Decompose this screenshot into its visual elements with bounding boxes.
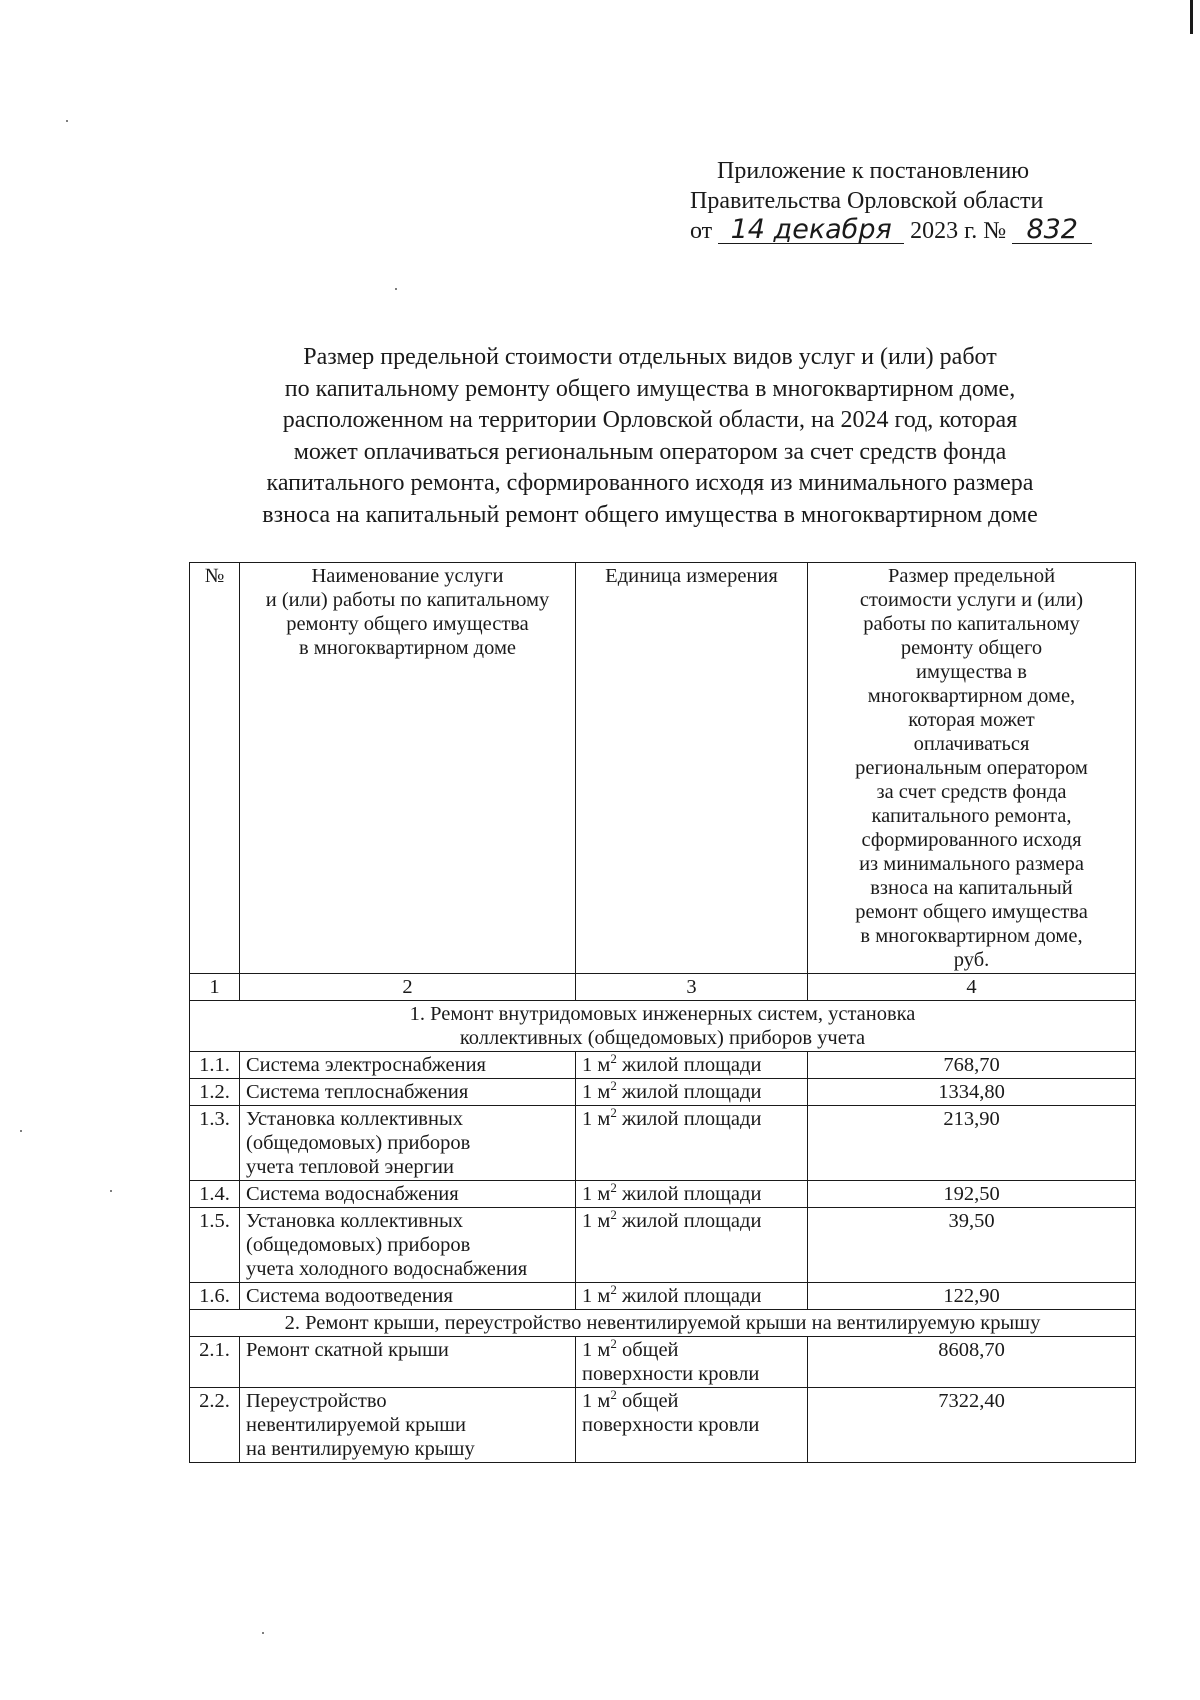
unit-of-measure <box>576 1106 808 1181</box>
unit-rest: жилой площади <box>616 1285 762 1307</box>
service-name: Ремонт скатной крыши <box>240 1337 576 1388</box>
service-name: Система теплоснабжения <box>240 1079 576 1106</box>
unit-superscript: 2 <box>610 1336 617 1352</box>
unit-superscript: 2 <box>610 1207 617 1223</box>
table-row <box>190 1079 1136 1106</box>
header-name: Наименование услуги и (или) работы по капитальному ремонту общего имущества в многоквартирном доме <box>240 563 576 974</box>
appendix-line-2: Правительства Орловской области <box>690 188 1044 214</box>
unit-prefix: 1 м <box>582 1339 611 1361</box>
column-index: 4 <box>808 974 1136 1001</box>
row-number: 2.2. <box>190 1388 240 1463</box>
title-line: взноса на капитальный ремонт общего имущества в многоквартирном доме <box>262 501 1038 528</box>
unit-of-measure <box>576 1337 808 1388</box>
price-value: 213,90 <box>808 1106 1136 1181</box>
unit-rest: жилой площади <box>616 1081 762 1103</box>
scan-speck <box>66 120 68 122</box>
unit-of-measure <box>576 1208 808 1283</box>
unit-rest: жилой площади <box>616 1054 762 1076</box>
header-num: № <box>190 563 240 974</box>
unit-superscript: 2 <box>610 1180 617 1196</box>
scan-speck <box>20 1130 22 1132</box>
title-line: капитального ремонта, сформированного исходя из минимального размера <box>266 470 1034 496</box>
unit-superscript: 2 <box>610 1078 617 1094</box>
price-value: 7322,40 <box>808 1388 1136 1463</box>
service-name: Установка коллективных (общедомовых) приборов учета холодного водоснабжения <box>240 1208 576 1283</box>
unit-rest: общей поверхности кровли <box>582 1390 760 1436</box>
table-row <box>190 1283 1136 1310</box>
unit-of-measure <box>576 1052 808 1079</box>
section-2-row <box>190 1310 1136 1337</box>
price-value: 122,90 <box>808 1283 1136 1310</box>
unit-prefix: 1 м <box>582 1390 611 1412</box>
from-prefix: от <box>690 218 713 244</box>
section-1-body <box>190 1052 1136 1310</box>
unit-superscript: 2 <box>610 1387 617 1403</box>
unit-superscript: 2 <box>610 1051 617 1067</box>
unit-rest: жилой площади <box>616 1183 762 1205</box>
row-number: 1.3. <box>190 1106 240 1181</box>
unit-of-measure <box>576 1283 808 1310</box>
service-name: Система водоснабжения <box>240 1181 576 1208</box>
section-1-title: 1. Ремонт внутридомовых инженерных систем, установка коллективных (общедомовых) приборов учета <box>190 1001 1136 1052</box>
section-2-title: 2. Ремонт крыши, переустройство невентилируемой крыши на вентилируемую крышу <box>190 1310 1136 1337</box>
unit-prefix: 1 м <box>582 1285 611 1307</box>
unit-rest: общей поверхности кровли <box>582 1339 760 1385</box>
unit-of-measure <box>576 1388 808 1463</box>
table-row <box>190 1208 1136 1283</box>
scan-speck <box>262 1632 264 1634</box>
service-name: Система электроснабжения <box>240 1052 576 1079</box>
year-suffix: 2023 г. № <box>910 218 1007 244</box>
scan-speck <box>110 1190 112 1192</box>
corner-scan-mark <box>1190 0 1193 34</box>
table-row <box>190 1337 1136 1388</box>
column-index: 3 <box>576 974 808 1001</box>
appendix-line-1: Приложение к постановлению <box>717 158 1030 184</box>
unit-prefix: 1 м <box>582 1108 611 1130</box>
price-table <box>189 562 1136 1463</box>
row-number: 1.4. <box>190 1181 240 1208</box>
column-index: 1 <box>190 974 240 1001</box>
title-line: расположенном на территории Орловской области, на 2024 год, которая <box>282 407 1018 433</box>
price-value: 768,70 <box>808 1052 1136 1079</box>
price-value: 39,50 <box>808 1208 1136 1283</box>
handwritten-number: 832 <box>1012 217 1092 244</box>
service-name: Переустройство невентилируемой крыши на вентилируемую крышу <box>240 1388 576 1463</box>
row-number: 1.2. <box>190 1079 240 1106</box>
unit-prefix: 1 м <box>582 1183 611 1205</box>
appendix-line-3 <box>690 216 1130 246</box>
unit-of-measure <box>576 1181 808 1208</box>
price-value: 8608,70 <box>808 1337 1136 1388</box>
document-title <box>190 342 1110 531</box>
unit-rest: жилой площади <box>616 1108 762 1130</box>
title-line: по капитальному ремонту общего имущества в многоквартирном доме, <box>284 375 1016 402</box>
row-number: 1.5. <box>190 1208 240 1283</box>
unit-of-measure <box>576 1079 808 1106</box>
unit-superscript: 2 <box>610 1105 617 1121</box>
row-number: 2.1. <box>190 1337 240 1388</box>
row-number: 1.6. <box>190 1283 240 1310</box>
table-row <box>190 1052 1136 1079</box>
table-row <box>190 1388 1136 1463</box>
table-row <box>190 1181 1136 1208</box>
unit-superscript: 2 <box>610 1282 617 1298</box>
price-value: 192,50 <box>808 1181 1136 1208</box>
header-value: Размер предельной стоимости услуги и (или) работы по капитальному ремонту общего имущества в многоквартирном доме, которая может оплачиваться региональным оператором за счет средств фонда капитального ремонта, сформированного исходя из минимального размера взноса на капитальный ремонт общего имущества в многоквартирном доме, руб. <box>808 563 1136 974</box>
unit-prefix: 1 м <box>582 1054 611 1076</box>
unit-rest: жилой площади <box>616 1210 762 1232</box>
column-index-row <box>190 974 1136 1001</box>
handwritten-date: 14 декабря <box>718 217 904 244</box>
title-line: может оплачиваться региональным оператором за счет средств фонда <box>293 438 1007 465</box>
title-line: Размер предельной стоимости отдельных видов услуг и (или) работ <box>303 344 997 370</box>
table-header-row <box>190 563 1136 974</box>
unit-prefix: 1 м <box>582 1210 611 1232</box>
row-number: 1.1. <box>190 1052 240 1079</box>
section-2-body <box>190 1337 1136 1463</box>
table-row <box>190 1106 1136 1181</box>
column-index: 2 <box>240 974 576 1001</box>
header-unit: Единица измерения <box>576 563 808 974</box>
price-value: 1334,80 <box>808 1079 1136 1106</box>
unit-prefix: 1 м <box>582 1081 611 1103</box>
section-1-row <box>190 1001 1136 1052</box>
service-name: Система водоотведения <box>240 1283 576 1310</box>
appendix-block <box>690 156 1130 246</box>
service-name: Установка коллективных (общедомовых) приборов учета тепловой энергии <box>240 1106 576 1181</box>
scan-speck <box>395 288 397 290</box>
